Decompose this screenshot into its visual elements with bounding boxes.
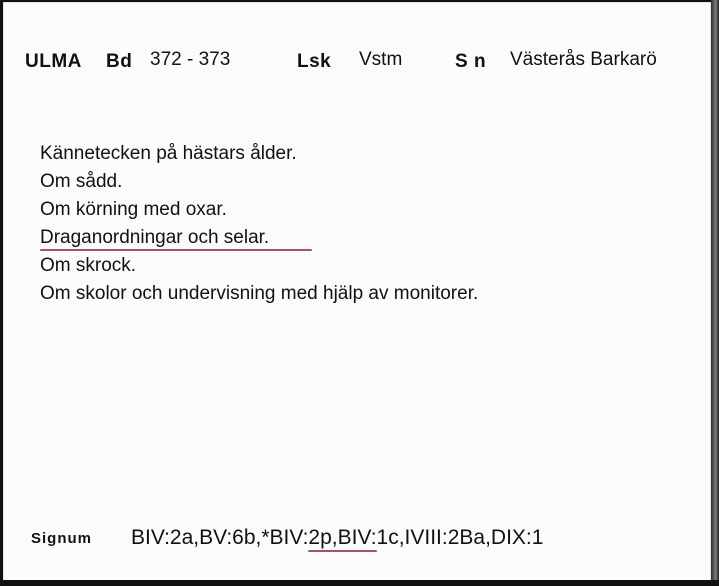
scan-right-edge: [711, 0, 719, 586]
signum-codes: BIV:2a,BV:6b,*BIV:2p,BIV:1c,IVIII:2Ba,DIX:1: [131, 526, 544, 549]
card-header: [25, 46, 695, 80]
topic-line-4: [40, 224, 660, 252]
archive-card: [3, 2, 711, 582]
lsk-value: Vstm: [359, 49, 403, 70]
sn-value: Västerås Barkarö: [510, 49, 657, 70]
lsk-label: Lsk: [297, 51, 332, 72]
topics-list: [40, 140, 660, 308]
topic-line-1: Kännetecken på hästars ålder.: [40, 143, 297, 164]
signum-label: Signum: [31, 530, 92, 547]
topic-line-6: Om skolor och undervisning med hjälp av monitorer.: [40, 283, 479, 304]
sn-label: S n: [455, 51, 487, 72]
topic-line-5: Om skrock.: [40, 255, 137, 276]
bd-value: 372 - 373: [150, 49, 231, 70]
signum-underline: [308, 550, 377, 552]
ulma-label: ULMA: [25, 51, 82, 72]
bd-label: Bd: [106, 51, 133, 72]
scan-bottom-edge: [0, 580, 719, 586]
topic-line-2: Om sådd.: [40, 171, 123, 192]
topic-line-4-underline: [40, 249, 312, 251]
signum-row: [31, 526, 691, 564]
topic-line-4-text: Draganordningar och selar.: [40, 227, 270, 248]
topic-line-3: Om körning med oxar.: [40, 199, 227, 220]
